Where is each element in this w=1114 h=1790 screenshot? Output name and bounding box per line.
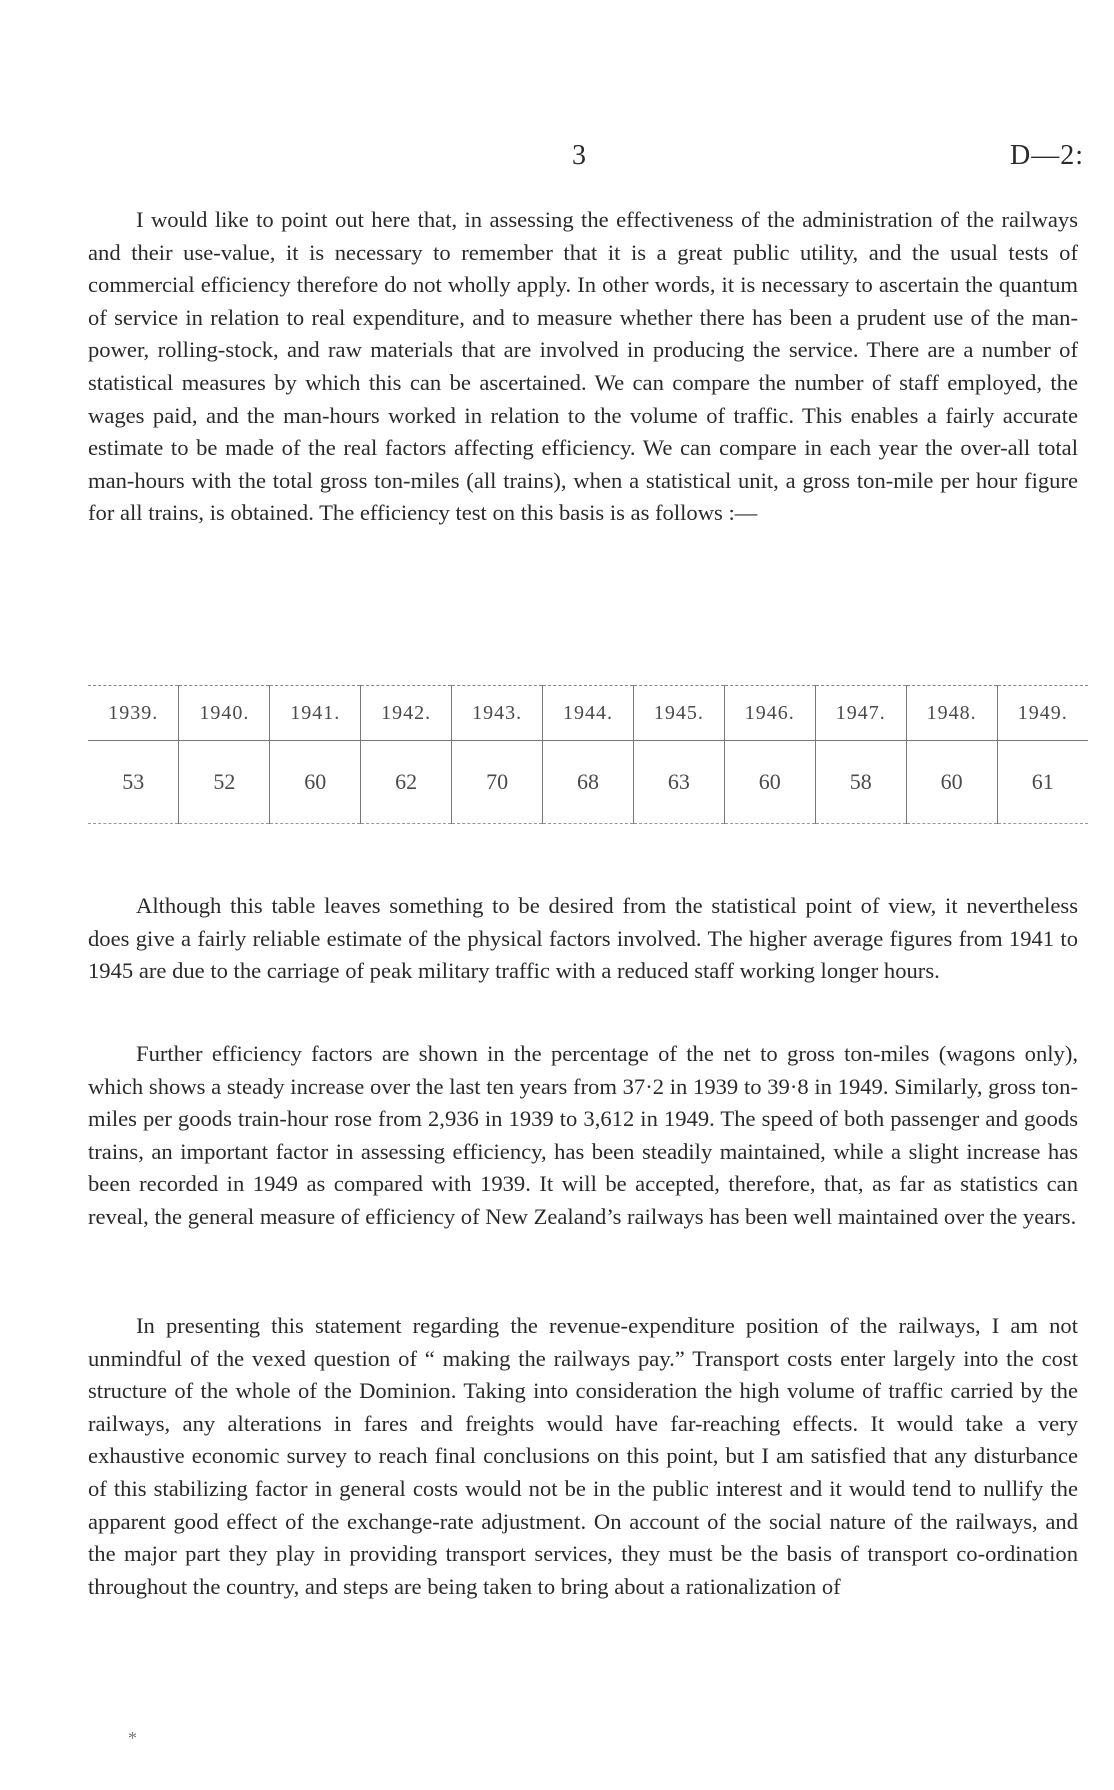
table-cell-value: 61 — [997, 741, 1088, 824]
table-header-year: 1942. — [361, 686, 452, 741]
paragraph-further-factors: Further efficiency factors are shown in the percentage of the net to gross ton-miles (wagons only), which shows a steady increase over the last ten years from 37·2 in 1939 to 39·8 in 1949. Similarly, gross ton-miles per goods train-hour rose from 2,936 in 1939 to 3,612 in 1949. The speed of both passenger and goods trains, an important factor in assessing efficiency, has been steadily maintained, while a slight increase has been recorded in 1949 as compared with 1939. It will be accepted, therefore, that, as far as statistics can reveal, the general measure of efficiency of New Zealand’s railways has been well maintained over the years. — [88, 1041, 1078, 1229]
table-cell-value: 63 — [633, 741, 724, 824]
table-header-year: 1947. — [815, 686, 906, 741]
table-header-year: 1939. — [88, 686, 179, 741]
table-cell-value: 53 — [88, 741, 179, 824]
table-header-year: 1949. — [997, 686, 1088, 741]
document-reference: D—2: — [1010, 140, 1084, 171]
table-cell-value: 58 — [815, 741, 906, 824]
table-cell-value: 60 — [724, 741, 815, 824]
efficiency-table — [88, 685, 1088, 824]
table-header-year: 1941. — [270, 686, 361, 741]
table-row — [88, 741, 1088, 824]
table-cell-value: 60 — [906, 741, 997, 824]
table-header-row — [88, 686, 1088, 741]
table-cell-value: 62 — [361, 741, 452, 824]
paragraph-revenue-expenditure: In presenting this statement regarding the revenue-expenditure position of the railways, I am not unmindful of the vexed question of “ making the railways pay.” Transport costs enter largely into the cost structure of the whole of the Dominion. Taking into consideration the high volume of traffic carried by the railways, any alterations in fares and freights would have far-reaching effects. It would take a very exhaustive economic survey to reach final conclusions on this point, but I am satisfied that any disturbance of this stabilizing factor in general costs would not be in the public interest and it would tend to nullify the apparent good effect of the exchange-rate adjustment. On account of the social nature of the railways, and the major part they play in providing transport services, they must be the basis of transport co-ordination throughout the country, and steps are being taken to bring about a rationalization of — [88, 1313, 1078, 1599]
table-header-year: 1945. — [633, 686, 724, 741]
table-cell-value: 70 — [452, 741, 543, 824]
table-cell-value: 52 — [179, 741, 270, 824]
table-header-year: 1948. — [906, 686, 997, 741]
footer-asterisk: * — [128, 1728, 137, 1748]
page-number: 3 — [572, 140, 587, 171]
table-header-year: 1944. — [543, 686, 634, 741]
table-header-year: 1943. — [452, 686, 543, 741]
table-cell-value: 68 — [543, 741, 634, 824]
table-header-year: 1946. — [724, 686, 815, 741]
table-header-year: 1940. — [179, 686, 270, 741]
paragraph-table-commentary: Although this table leaves something to be desired from the statistical point of view, it nevertheless does give a fairly reliable estimate of the physical factors involved. The higher average figures from 1941 to 1945 are due to the carriage of peak military traffic with a reduced staff working longer hours. — [88, 893, 1078, 984]
paragraph-efficiency-intro: I would like to point out here that, in assessing the effectiveness of the administration of the railways and their use-value, it is necessary to remember that it is a great public utility, and the usual tests of commercial efficiency therefore do not wholly apply. In other words, it is necessary to ascertain the quantum of service in relation to real expenditure, and to measure whether there has been a prudent use of the man-power, rolling-stock, and raw materials that are involved in producing the service. There are a number of statistical measures by which this can be ascertained. We can compare the number of staff employed, the wages paid, and the man-hours worked in relation to the volume of traffic. This enables a fairly accurate estimate to be made of the real factors affecting efficiency. We can compare in each year the over-all total man-hours with the total gross ton-miles (all trains), when a statistical unit, a gross ton-mile per hour figure for all trains, is obtained. The efficiency test on this basis is as follows :— — [88, 207, 1078, 526]
efficiency-table-container — [88, 685, 1088, 824]
table-cell-value: 60 — [270, 741, 361, 824]
